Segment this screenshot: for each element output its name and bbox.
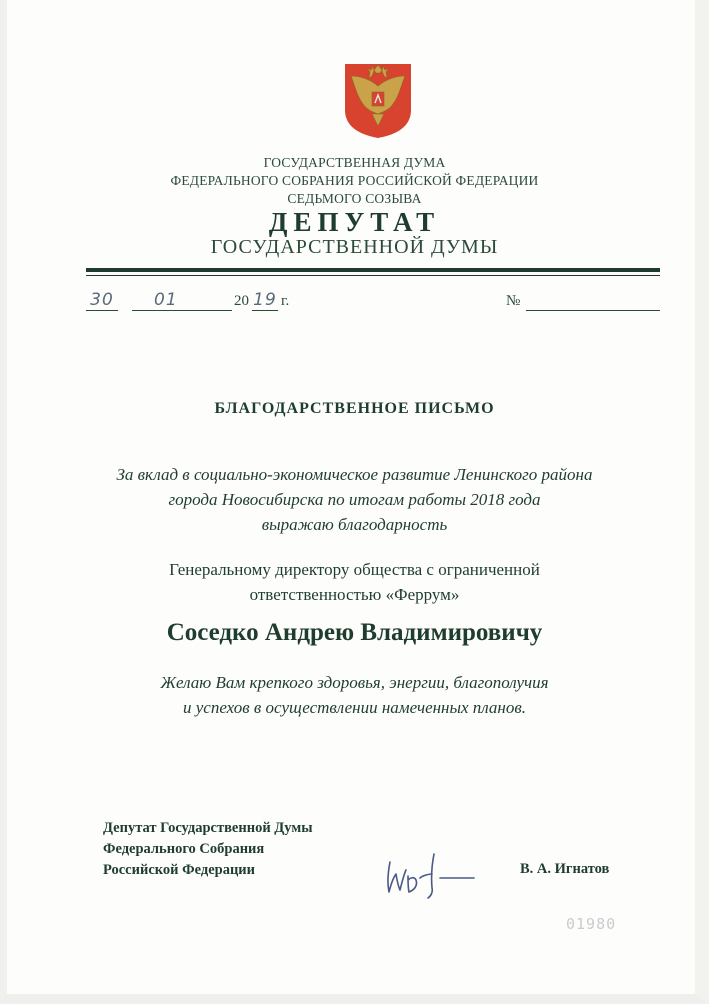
gratitude-paragraph [0, 462, 709, 537]
header-line-3: СЕДЬМОГО СОЗЫВА [287, 191, 422, 206]
header-rule-thick [86, 268, 660, 272]
addressee-line-2: ответственностью «Феррум» [249, 585, 460, 604]
addressee-line-1: Генеральному директору общества с ограниченной [169, 560, 540, 579]
date-month: 01 [132, 290, 232, 311]
gratitude-line-1: За вклад в социально-экономическое развитие Ленинского района [116, 465, 593, 484]
deputy-subtitle: ГОСУДАРСТВЕННОЙ ДУМЫ [210, 236, 499, 258]
wishes-line-1: Желаю Вам крепкого здоровья, энергии, благополучия [160, 673, 549, 692]
letter-title: БЛАГОДАРСТВЕННОЕ ПИСЬМО [214, 400, 495, 417]
number-label: № [506, 293, 521, 309]
serial-number: 01980 [566, 915, 617, 933]
handwritten-signature [378, 848, 478, 900]
signatory-position [103, 818, 313, 881]
signatory-line-1: Депутат Государственной Думы [103, 820, 313, 836]
header-line-2: ФЕДЕРАЛЬНОГО СОБРАНИЯ РОССИЙСКОЙ ФЕДЕРАЦИИ [170, 173, 539, 188]
coat-of-arms-icon [343, 62, 413, 140]
addressee-position [0, 557, 709, 607]
date-day: 30 [86, 290, 118, 311]
signatory-line-2: Федерального Собрания [103, 841, 265, 857]
date-year-prefix: 20 [234, 293, 249, 309]
recipient-name: Соседко Андрею Владимировичу [166, 619, 543, 646]
wishes-paragraph [0, 670, 709, 720]
header-line-1: ГОСУДАРСТВЕННАЯ ДУМА [263, 155, 446, 170]
date-year-unit: г. [281, 293, 290, 309]
header-rule-thin [86, 275, 660, 276]
signatory-line-3: Российской Федерации [103, 862, 256, 878]
signatory-name: В. А. Игнатов [520, 861, 610, 877]
wishes-line-2: и успехов в осуществлении намеченных планов. [183, 698, 526, 717]
date-year-suffix: 19 [253, 290, 277, 310]
deputy-title: ДЕПУТАТ [268, 207, 441, 237]
date-row [86, 290, 660, 320]
gratitude-line-3: выражаю благодарность [261, 515, 448, 534]
gratitude-line-2: города Новосибирска по итогам работы 2018 года [168, 490, 541, 509]
number-line [526, 310, 660, 311]
